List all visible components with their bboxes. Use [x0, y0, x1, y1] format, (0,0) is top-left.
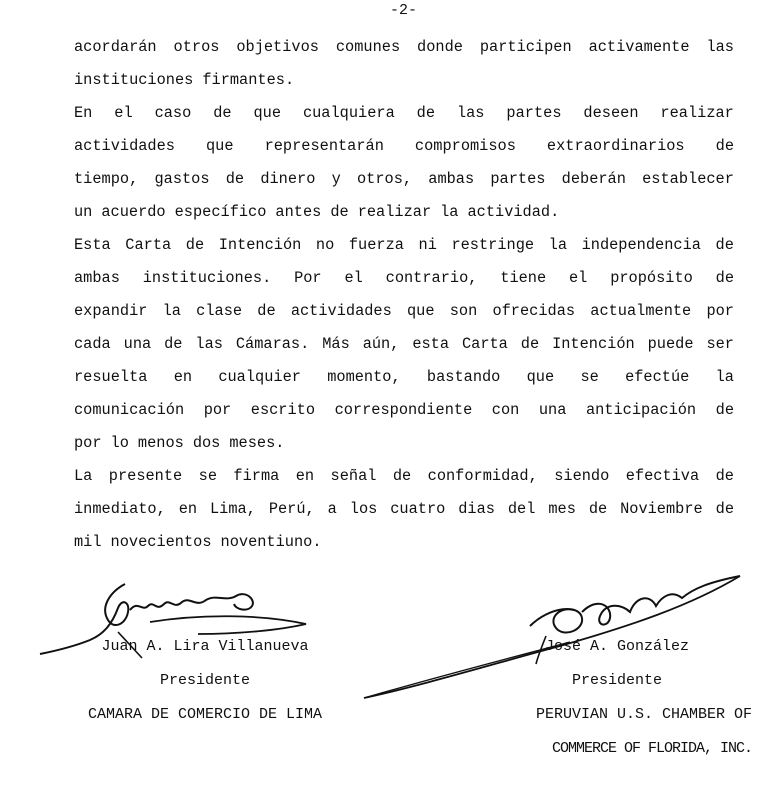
signatory-right-organization-line1: PERUVIAN U.S. CHAMBER OF — [535, 706, 752, 723]
page-number: -2- — [390, 2, 418, 19]
signatory-left — [74, 630, 336, 732]
paragraph-line: mil novecientos noventiuno. — [74, 533, 322, 551]
paragraph-line: ambas instituciones. Por el contrario, tiene el propósito de — [74, 269, 734, 287]
paragraph-line: En el caso de que cualquiera de las partes deseen realizar — [74, 104, 734, 122]
paragraph-line: acordarán otros objetivos comunes donde participen activamente las — [74, 38, 734, 56]
paragraph-line: comunicación por escrito correspondiente con una anticipación de — [74, 401, 734, 419]
paragraph-line: cada una de las Cámaras. Más aún, esta Carta de Intención puede ser — [74, 335, 734, 353]
paragraph-line: un acuerdo específico antes de realizar la actividad. — [74, 203, 560, 221]
letter-body — [74, 31, 734, 559]
paragraph-line: por lo menos dos meses. — [74, 434, 285, 452]
paragraph-line: expandir la clase de actividades que son ofrecidas actualmente por — [74, 302, 734, 320]
signatory-right-title: Presidente — [571, 672, 662, 689]
paragraph-line: tiempo, gastos de dinero y otros, ambas partes deberán establecer — [74, 170, 734, 188]
paragraph-line: instituciones firmantes. — [74, 71, 295, 89]
signatory-right-organization-line2: COMMERCE OF FLORIDA, INC. — [551, 740, 752, 757]
paragraph-line: actividades que representarán compromisos extraordinarios de — [74, 137, 734, 155]
paragraph-line: La presente se firma en señal de conformidad, siendo efectiva de — [74, 467, 734, 485]
paragraph-line: Esta Carta de Intención no fuerza ni restringe la independencia de — [74, 236, 734, 254]
signatory-left-organization: CAMARA DE COMERCIO DE LIMA — [87, 706, 323, 723]
signatory-left-name: Juan A. Lira Villanueva — [101, 638, 309, 655]
signatory-left-title: Presidente — [159, 672, 250, 689]
signatory-right-name: José A. González — [544, 638, 690, 655]
paragraph-line: inmediato, en Lima, Perú, a los cuatro dias del mes de Noviembre de — [74, 500, 734, 518]
signatory-right — [470, 630, 752, 766]
paragraph-line: resuelta en cualquier momento, bastando que se efectúe la — [74, 368, 734, 386]
